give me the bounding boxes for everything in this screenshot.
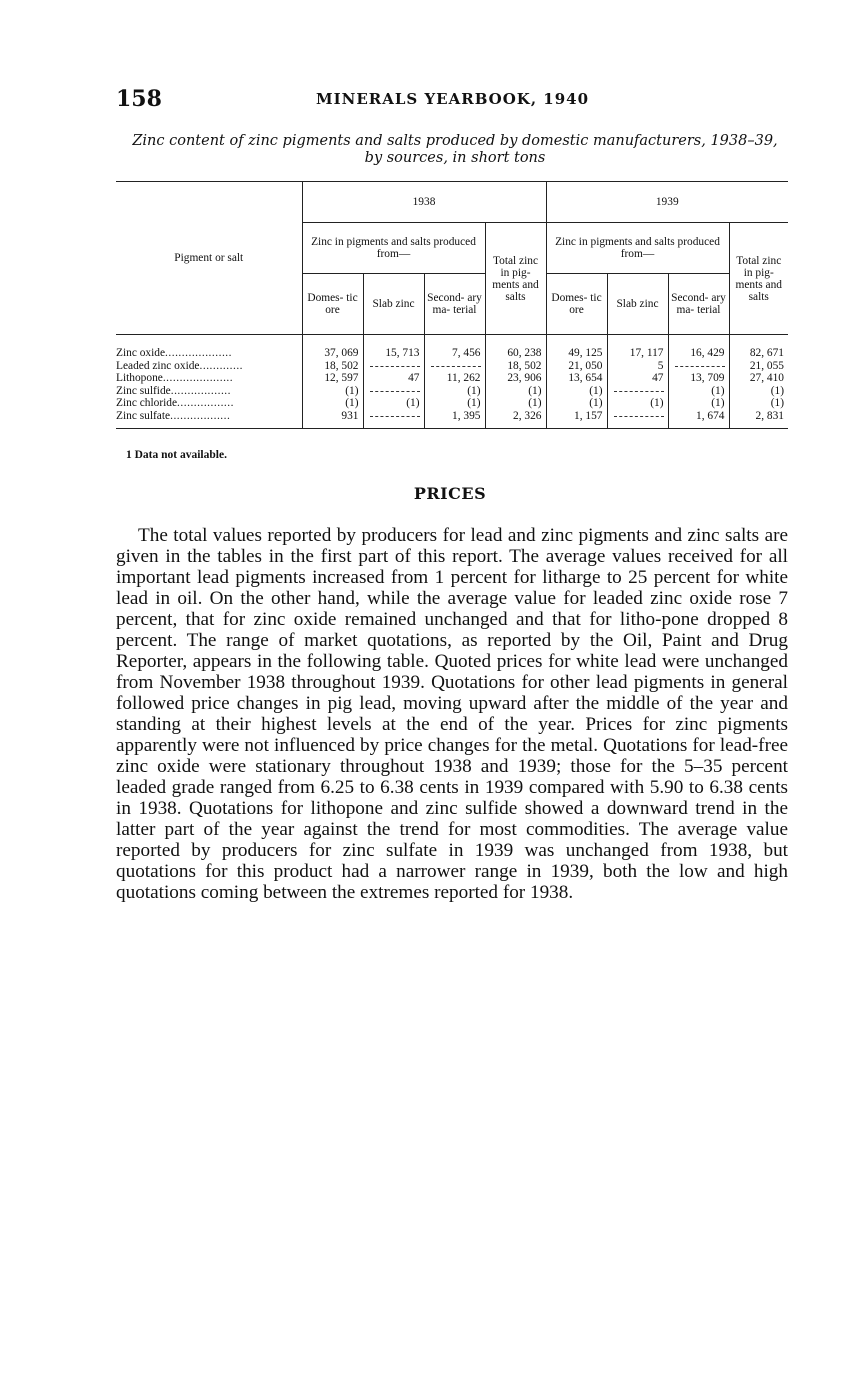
empty-cell-dash <box>614 415 664 417</box>
table-cell: 13, 709 <box>668 372 729 385</box>
table-cell: 27, 410 <box>729 372 788 385</box>
row-label-text: Lithopone <box>116 372 163 385</box>
table-row <box>116 335 788 360</box>
page-number: 158 <box>116 86 162 112</box>
table-cell: (1) <box>424 397 485 410</box>
table-cell: 1, 395 <box>424 410 485 429</box>
table-row <box>116 360 788 373</box>
col-slab-zinc-1939: Slab zinc <box>607 274 668 335</box>
table-cell <box>607 410 668 429</box>
running-title: MINERALS YEARBOOK, 1940 <box>316 90 590 108</box>
empty-cell-dash <box>370 415 420 417</box>
table-cell: 7, 456 <box>424 335 485 360</box>
dot-leader: .................... <box>165 347 232 360</box>
table-cell: 60, 238 <box>485 335 546 360</box>
table-cell: 49, 125 <box>546 335 607 360</box>
dot-leader: .................. <box>170 384 231 397</box>
year-header-1938: 1938 <box>302 182 546 223</box>
table-cell: (1) <box>424 385 485 398</box>
table-row <box>116 385 788 398</box>
empty-cell-dash <box>614 390 664 392</box>
table-cell: 23, 906 <box>485 372 546 385</box>
table-cell: (1) <box>485 385 546 398</box>
empty-cell-dash <box>431 365 481 367</box>
col-domestic-ore-1939: Domes- tic ore <box>546 274 607 335</box>
table-cell: 21, 050 <box>546 360 607 373</box>
table-caption-line-1: Zinc content of zinc pigments and salts produced by domestic manufacturers, 1938–39, <box>132 133 778 149</box>
table-cell: (1) <box>546 397 607 410</box>
table-cell: 1, 157 <box>546 410 607 429</box>
row-label <box>116 372 302 385</box>
row-label-text: Leaded zinc oxide <box>116 359 200 372</box>
table-cell: 47 <box>363 372 424 385</box>
row-label-text: Zinc sulfate <box>116 409 171 422</box>
row-label <box>116 335 302 360</box>
table-cell <box>607 385 668 398</box>
row-label-text: Zinc sulfide <box>116 384 171 397</box>
row-label-text: Zinc oxide <box>116 347 166 360</box>
table-cell: (1) <box>729 385 788 398</box>
table-row <box>116 410 788 429</box>
table-cell: 5 <box>607 360 668 373</box>
col-domestic-ore-1938: Domes- tic ore <box>302 274 363 335</box>
table-cell: 1, 674 <box>668 410 729 429</box>
table-cell: 18, 502 <box>485 360 546 373</box>
table-cell: 15, 713 <box>363 335 424 360</box>
table-cell <box>363 360 424 373</box>
col-secondary-material-1939: Second- ary ma- terial <box>668 274 729 335</box>
table-cell: (1) <box>546 385 607 398</box>
table-cell: 47 <box>607 372 668 385</box>
table-cell: 2, 326 <box>485 410 546 429</box>
table-cell: 12, 597 <box>302 372 363 385</box>
group-header-1939: Zinc in pigments and salts produced from— <box>546 223 729 274</box>
table-row <box>116 397 788 410</box>
table-cell: 11, 262 <box>424 372 485 385</box>
row-label <box>116 360 302 373</box>
table-cell: 13, 654 <box>546 372 607 385</box>
row-label-text: Zinc chloride <box>116 397 178 410</box>
table-cell <box>363 385 424 398</box>
total-header-1938: Total zinc in pig- ments and salts <box>485 223 546 335</box>
table-body <box>116 335 788 429</box>
row-label <box>116 397 302 410</box>
table-caption <box>110 133 800 167</box>
table-cell: 82, 671 <box>729 335 788 360</box>
dot-leader: .................. <box>170 409 231 422</box>
year-header-1939: 1939 <box>546 182 788 223</box>
table-cell: (1) <box>729 397 788 410</box>
table-cell: 16, 429 <box>668 335 729 360</box>
dot-leader: ............. <box>199 359 244 372</box>
zinc-content-table <box>116 181 788 429</box>
table-cell: (1) <box>485 397 546 410</box>
dot-leader: ................. <box>177 397 234 410</box>
col-slab-zinc-1938: Slab zinc <box>363 274 424 335</box>
table-row <box>116 372 788 385</box>
table-cell: (1) <box>302 385 363 398</box>
table-cell <box>424 360 485 373</box>
col-secondary-material-1938: Second- ary ma- terial <box>424 274 485 335</box>
table-cell: 21, 055 <box>729 360 788 373</box>
prices-paragraph: The total values reported by producers for lead and zinc pigments and zinc salts are given in the tables in the first part of this report. The average values received for all important lead pigments increased from 1 percent for litharge to 25 percent for white lead in oil. On the other hand, while the average value for leaded zinc oxide rose 7 percent, that for zinc oxide remained unchanged and that for litho-pone dropped 8 percent. The range of market quotations, as reported by the Oil, Paint and Drug Reporter, appears in the following table. Quoted prices for white lead were unchanged from November 1938 throughout 1939. Quotations for other lead pigments in general followed price changes in pig lead, moving upward after the middle of the year and standing at their highest levels at the end of the year. Prices for zinc pigments apparently were not influenced by price changes for the metal. Quotations for lead-free zinc oxide were stationary throughout 1938 and 1939; those for the 5–35 percent leaded grade ranged from 6.25 to 6.38 cents in 1939 compared with 5.90 to 6.38 cents in 1938. Quotations for lithopone and zinc sulfide showed a downward trend in the latter part of the year against the trend for most commodities. The average value reported by producers for zinc sulfate in 1939 was unchanged from 1938, but quotations for this product had a narrower range in 1939, both the low and high quotations coming between the extremes reported for 1938. <box>116 525 788 903</box>
empty-cell-dash <box>370 390 420 392</box>
table-cell: 2, 831 <box>729 410 788 429</box>
table-cell <box>363 410 424 429</box>
table-cell: (1) <box>607 397 668 410</box>
table-footnote: 1 Data not available. <box>126 449 227 461</box>
table-cell: (1) <box>302 397 363 410</box>
table-cell: 37, 069 <box>302 335 363 360</box>
row-label <box>116 385 302 398</box>
total-header-1939: Total zinc in pig- ments and salts <box>729 223 788 335</box>
dot-leader: ..................... <box>162 372 234 385</box>
table-cell: (1) <box>668 385 729 398</box>
table-cell: 18, 502 <box>302 360 363 373</box>
row-header: Pigment or salt <box>116 182 302 335</box>
table-cell: (1) <box>363 397 424 410</box>
empty-cell-dash <box>370 365 420 367</box>
empty-cell-dash <box>675 365 725 367</box>
section-heading-prices: PRICES <box>413 484 487 503</box>
group-header-1938: Zinc in pigments and salts produced from— <box>302 223 485 274</box>
table-cell: (1) <box>668 397 729 410</box>
table-caption-line-2: by sources, in short tons <box>364 150 546 166</box>
row-label <box>116 410 302 429</box>
table-cell <box>668 360 729 373</box>
table-cell: 931 <box>302 410 363 429</box>
table-cell: 17, 117 <box>607 335 668 360</box>
